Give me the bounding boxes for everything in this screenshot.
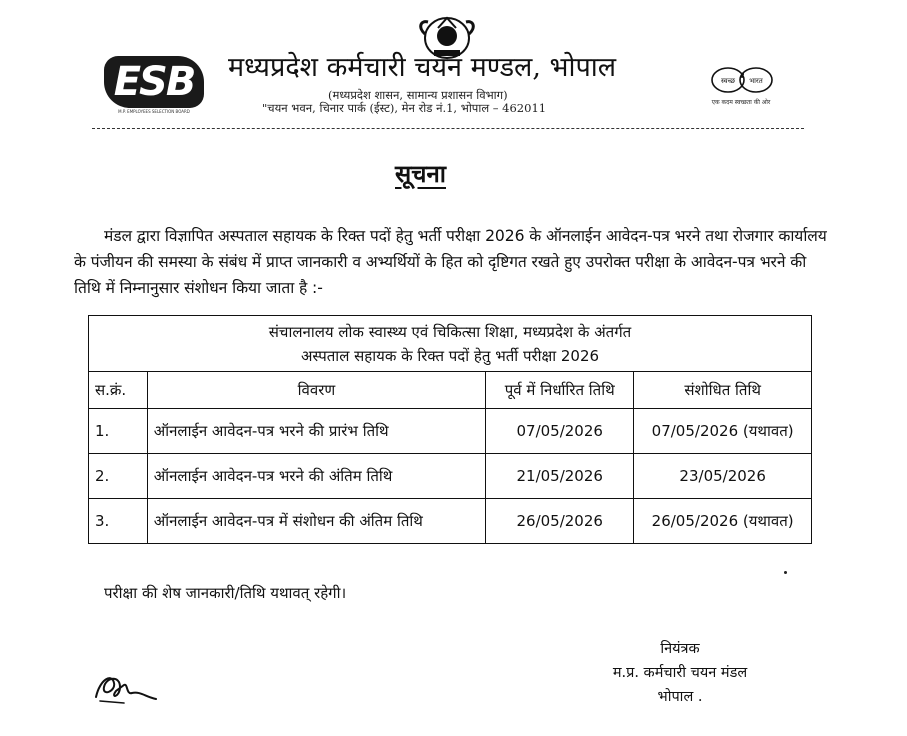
esb-logo-tagline: M.P. EMPLOYEES SELECTION BOARD (118, 109, 190, 114)
row-sno: 2. (89, 454, 148, 499)
swachh-text-right: भारत (749, 77, 763, 85)
header-sno: स.क्रं. (89, 372, 148, 409)
row-description: ऑनलाईन आवेदन-पत्र में संशोधन की अंतिम तिथि (147, 499, 485, 544)
row-revised-date: 23/05/2026 (634, 454, 812, 499)
table-caption-line2: अस्पताल सहायक के रिक्त पदों हेतु भर्ती परीक्षा 2026 (300, 346, 600, 365)
header-divider (92, 128, 804, 129)
row-description: ऑनलाईन आवेदन-पत्र भरने की प्रारंभ तिथि (147, 409, 485, 454)
notice-intro: मंडल द्वारा विज्ञापित अस्पताल सहायक के रिक्त पदों हेतु भर्ती परीक्षा 2026 के ऑनलाईन आवेदन-पत्र भरने तथा रोजगार कार्यालय के पंजीयन की समस्या के संबंध में प्राप्त जानकारी व अभ्यर्थियों के हित को दृष्टिगत रखते हुए उपरोक्त परीक्षा के आवेदन-पत्र भरने की तिथि में निम्नानुसार संशोधन किया जाता है :- (74, 227, 827, 297)
row-revised-date: 07/05/2026 (यथावत) (634, 409, 812, 454)
esb-logo-text: ESB (104, 56, 204, 108)
swachh-bharat-logo (704, 64, 778, 114)
stray-dot (784, 571, 787, 574)
signatory-city: भोपाल . (657, 689, 703, 705)
table-caption-row (89, 316, 812, 372)
schedule-table (88, 315, 812, 544)
header-previous-date: पूर्व में निर्धारित तिथि (486, 372, 634, 409)
row-sno: 1. (89, 409, 148, 454)
table-header-row (89, 372, 812, 409)
notice-title: सूचना (395, 159, 446, 188)
swachh-text-left: स्वच्छ (720, 77, 736, 85)
swachh-tagline: एक कदम स्वच्छता की ओर (711, 99, 771, 106)
esb-logo (104, 56, 204, 118)
row-previous-date: 07/05/2026 (486, 409, 634, 454)
handwritten-signature-icon (90, 667, 160, 711)
row-previous-date: 21/05/2026 (486, 454, 634, 499)
header-address: "चयन भवन, चिनार पार्क (ईस्ट), मेन रोड नं.1, भोपाल – 462011 (262, 101, 547, 115)
header-subtitle: (मध्यप्रदेश शासन, सामान्य प्रशासन विभाग) (328, 88, 508, 102)
table-caption-line1: संचालनालय लोक स्वास्थ्य एवं चिकित्सा शिक्षा, मध्यप्रदेश के अंतर्गत (268, 322, 632, 341)
header-description: विवरण (147, 372, 485, 409)
signatory-block (580, 637, 780, 709)
header-revised-date: संशोधित तिथि (634, 372, 812, 409)
table-row (89, 499, 812, 544)
table-caption (89, 316, 812, 372)
swachh-bharat-glasses-icon (704, 64, 778, 98)
row-sno: 3. (89, 499, 148, 544)
table-row (89, 454, 812, 499)
signatory-designation: नियंत्रक (660, 641, 700, 657)
closing-note: परीक्षा की शेष जानकारी/तिथि यथावत् रहेगी। (104, 584, 347, 602)
row-description: ऑनलाईन आवेदन-पत्र भरने की अंतिम तिथि (147, 454, 485, 499)
table-row (89, 409, 812, 454)
row-previous-date: 26/05/2026 (486, 499, 634, 544)
header-title: मध्यप्रदेश कर्मचारी चयन मण्डल, भोपाल (228, 52, 617, 83)
signatory-organization: म.प्र. कर्मचारी चयन मंडल (612, 665, 748, 681)
row-revised-date: 26/05/2026 (यथावत) (634, 499, 812, 544)
